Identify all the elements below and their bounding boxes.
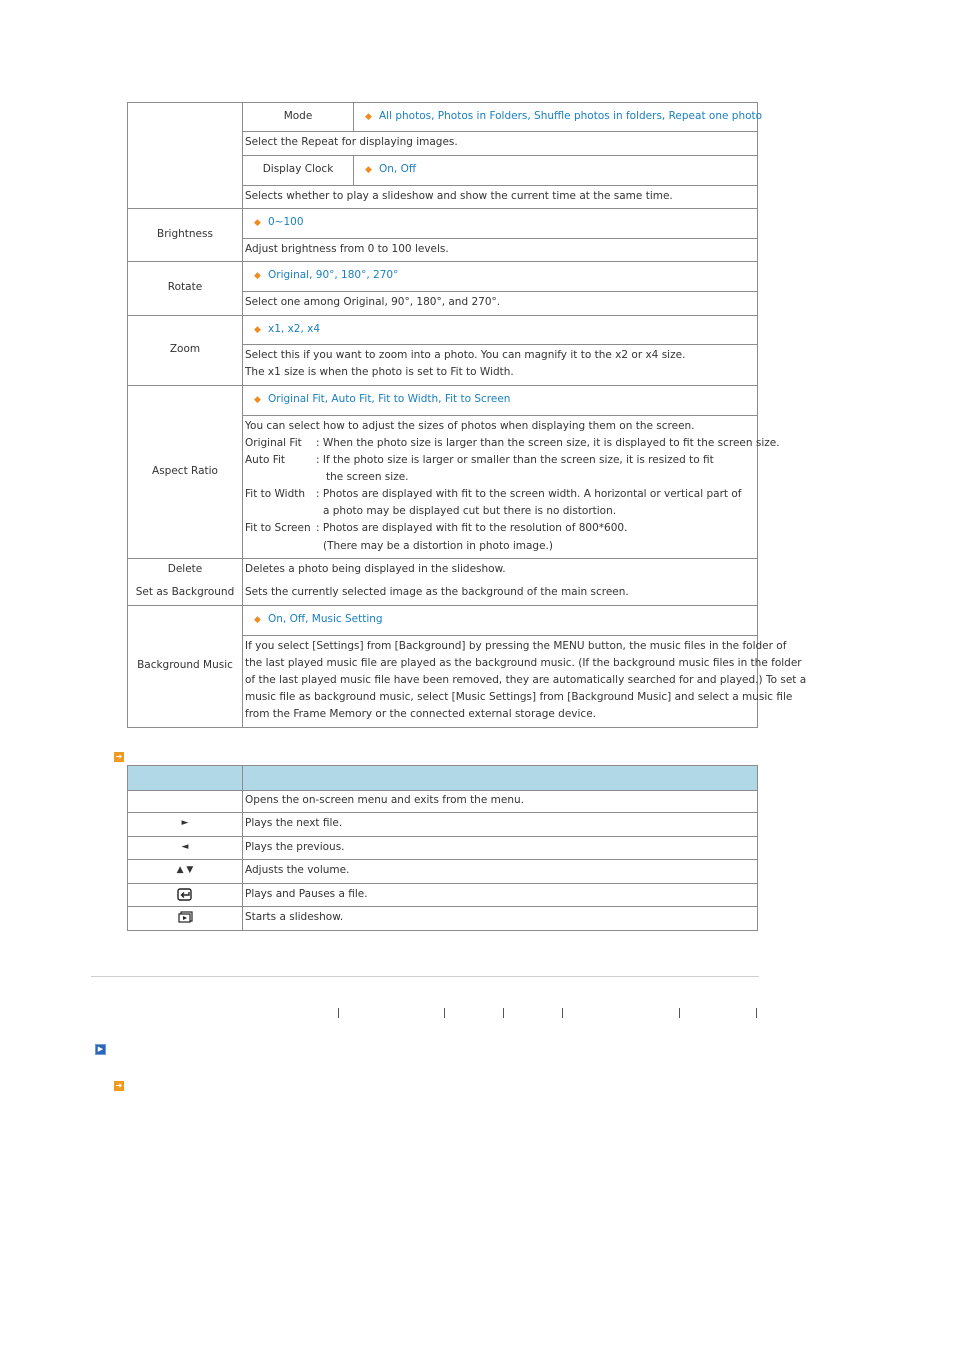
enter-icon xyxy=(177,888,193,901)
background-music-description-line: music file as background music, select [Music Settings] from [Background Music] and select a music file xyxy=(245,691,793,703)
bullet-icon: ◆ xyxy=(254,271,261,281)
bullet-icon: ◆ xyxy=(254,395,261,405)
bullet-icon: ◆ xyxy=(365,112,372,122)
background-music-description-line: of the last played music file have been removed, they are automatically searched for and played.) To set a xyxy=(245,674,807,686)
background-music-description-line: from the Frame Memory or the connected external storage device. xyxy=(245,708,596,720)
blue-arrow-icon[interactable]: ▶ xyxy=(95,1044,106,1055)
delete-label: Delete xyxy=(167,563,203,575)
background-music-options: ◆ On, Off, Music Setting xyxy=(254,611,383,629)
mode-description: Select the Repeat for displaying images. xyxy=(245,136,458,148)
zoom-description-line: Select this if you want to zoom into a photo. You can magnify it to the x2 or x4 size. xyxy=(245,349,686,361)
button-table-header xyxy=(128,766,757,790)
aspect-term: Original Fit xyxy=(245,437,302,449)
aspect-definition-cont: (There may be a distortion in photo image.) xyxy=(323,540,553,552)
volume-arrows-icon: ▲ ▼ xyxy=(176,865,194,875)
orange-arrow-icon[interactable]: ➜ xyxy=(115,1081,123,1090)
aspect-ratio-label: Aspect Ratio xyxy=(152,465,218,477)
nav-separator xyxy=(338,1008,339,1018)
zoom-label: Zoom xyxy=(169,343,201,355)
brightness-options: ◆ 0~100 xyxy=(254,214,304,232)
bullet-icon: ◆ xyxy=(254,615,261,625)
aspect-definition: : Photos are displayed with fit to the resolution of 800*600. xyxy=(316,522,628,534)
nav-separator xyxy=(503,1008,504,1018)
brightness-label: Brightness xyxy=(157,228,213,240)
zoom-description-line: The x1 size is when the photo is set to Fit to Width. xyxy=(245,366,514,378)
bullet-icon: ◆ xyxy=(365,165,372,175)
brightness-description: Adjust brightness from 0 to 100 levels. xyxy=(245,243,449,255)
mode-label: Mode xyxy=(283,110,313,122)
slideshow-icon xyxy=(178,911,193,923)
aspect-term: Auto Fit xyxy=(245,454,286,466)
aspect-definition: : When the photo size is larger than the screen size, it is displayed to fit the screen size. xyxy=(316,437,780,449)
rotate-options: ◆ Original, 90°, 180°, 270° xyxy=(254,267,398,285)
background-music-description-line: If you select [Settings] from [Background] by pressing the MENU button, the music files in the folder of xyxy=(245,640,787,652)
nav-separator xyxy=(679,1008,680,1018)
orange-arrow-icon: ➜ xyxy=(115,752,123,761)
aspect-definition: : If the photo size is larger or smaller than the screen size, it is resized to fit xyxy=(316,454,714,466)
aspect-ratio-options: ◆ Original Fit, Auto Fit, Fit to Width, Fit to Screen xyxy=(254,391,510,409)
set-background-description: Sets the currently selected image as the background of the main screen. xyxy=(245,586,629,598)
aspect-definition-cont: a photo may be displayed cut but there is no distortion. xyxy=(323,505,617,517)
nav-separator xyxy=(444,1008,445,1018)
footer-divider xyxy=(91,976,759,977)
set-background-label: Set as Background xyxy=(135,586,235,598)
display-clock-label: Display Clock xyxy=(262,163,334,175)
display-clock-options: ◆ On, Off xyxy=(365,161,416,179)
nav-separator xyxy=(756,1008,757,1018)
bullet-icon: ◆ xyxy=(254,218,261,228)
zoom-options: ◆ x1, x2, x4 xyxy=(254,321,320,339)
mode-options: ◆ All photos, Photos in Folders, Shuffle photos in folders, Repeat one photo xyxy=(365,108,762,126)
bullet-icon: ◆ xyxy=(254,325,261,335)
rotate-label: Rotate xyxy=(167,281,203,293)
play-next-icon: ► xyxy=(181,818,189,828)
button-description: Starts a slideshow. xyxy=(245,911,344,923)
aspect-definition-cont: the screen size. xyxy=(326,471,409,483)
nav-separator xyxy=(562,1008,563,1018)
button-description: Opens the on-screen menu and exits from the menu. xyxy=(245,794,524,806)
delete-description: Deletes a photo being displayed in the slideshow. xyxy=(245,563,506,575)
aspect-term: Fit to Screen xyxy=(245,522,311,534)
play-previous-icon: ◄ xyxy=(181,842,189,852)
background-music-label: Background Music xyxy=(137,659,233,671)
aspect-term: Fit to Width xyxy=(245,488,306,500)
button-description: Adjusts the volume. xyxy=(245,864,350,876)
button-description: Plays the next file. xyxy=(245,817,343,829)
button-description: Plays and Pauses a file. xyxy=(245,888,368,900)
aspect-definition: : Photos are displayed with fit to the screen width. A horizontal or vertical part of xyxy=(316,488,742,500)
button-description: Plays the previous. xyxy=(245,841,345,853)
background-music-description-line: the last played music file are played as the background music. (If the background music files in the folder xyxy=(245,657,802,669)
display-clock-description: Selects whether to play a slideshow and show the current time at the same time. xyxy=(245,190,673,202)
rotate-description: Select one among Original, 90°, 180°, and 270°. xyxy=(245,296,501,308)
aspect-ratio-intro: You can select how to adjust the sizes of photos when displaying them on the screen. xyxy=(245,420,695,432)
